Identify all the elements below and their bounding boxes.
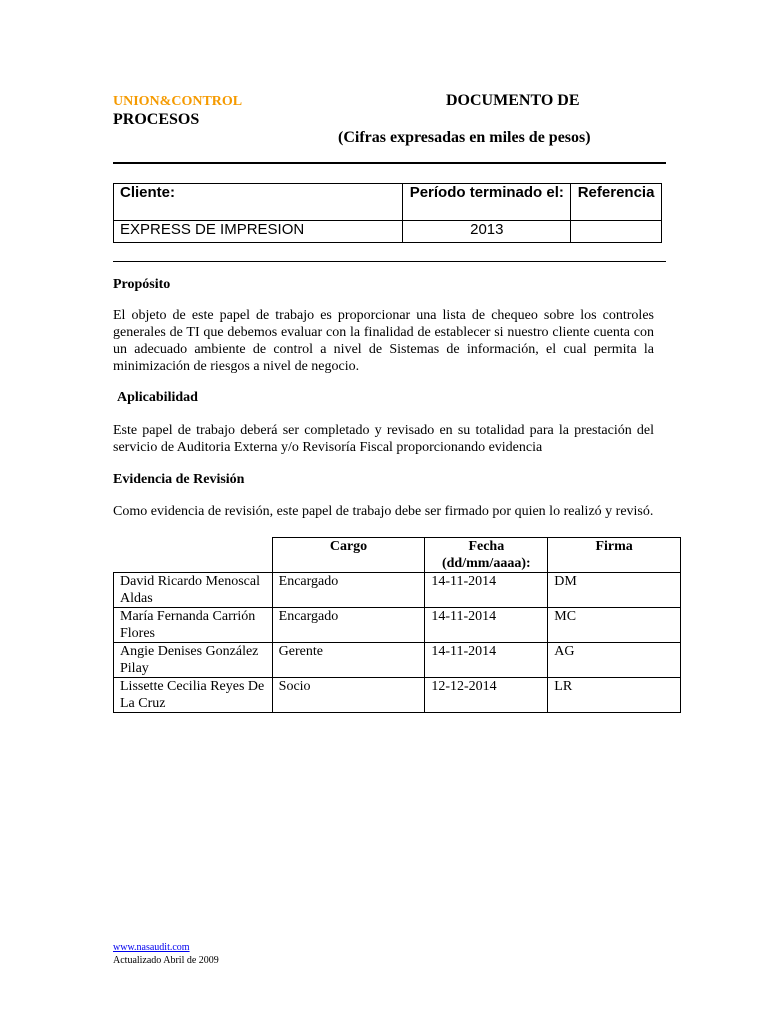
evidencia-heading: Evidencia de Revisión [113, 472, 245, 487]
reviewer-cargo: Gerente [272, 643, 425, 678]
document-subtitle: (Cifras expresadas en miles de pesos) [338, 129, 591, 146]
proposito-text: El objeto de este papel de trabajo es proporcionar una lista de chequeo sobre los controles generales de TI que debemos evaluar con la finalidad de establecer si nuestro cliente cuenta con un adecuado ambiente de control a nivel de Sistemas de información, el cual permita la minimización de riesgos a nivel de negocio. [113, 308, 654, 374]
reviewer-cargo: Encargado [272, 573, 425, 608]
proposito-heading: Propósito [113, 277, 171, 292]
reviewer-name: Lissette Cecilia Reyes De La Cruz [114, 678, 273, 713]
document-title-continued: PROCESOS [113, 111, 200, 128]
reviewer-fecha: 12-12-2014 [425, 678, 548, 713]
fecha-header: Fecha (dd/mm/aaaa): [425, 538, 548, 573]
reviewer-fecha: 14-11-2014 [425, 573, 548, 608]
reviewer-name: Angie Denises González Pilay [114, 643, 273, 678]
reviewer-cargo: Socio [272, 678, 425, 713]
client-table [113, 183, 662, 243]
footer-note: Actualizado Abril de 2009 [113, 955, 219, 966]
reviewer-firma: AG [548, 643, 681, 678]
evidence-header-blank [114, 538, 273, 573]
table-row [114, 643, 681, 678]
brand-name: UNION&CONTROL [113, 94, 243, 109]
reviewer-firma: LR [548, 678, 681, 713]
reviewer-name: David Ricardo Menoscal Aldas [114, 573, 273, 608]
aplicabilidad-text: Este papel de trabajo deberá ser completado y revisado en su totalidad para la prestación del servicio de Auditoria Externa y/o Revisoría Fiscal proporcionando evidencia [113, 423, 654, 455]
reviewer-firma: DM [548, 573, 681, 608]
firma-header: Firma [548, 538, 681, 573]
period-value: 2013 [403, 221, 571, 243]
client-header: Cliente: [114, 184, 403, 221]
section-divider [113, 261, 666, 262]
document-title: DOCUMENTO DE [446, 92, 580, 109]
reviewer-firma: MC [548, 608, 681, 643]
footer-link[interactable]: www.nasaudit.com [113, 942, 190, 953]
client-name: EXPRESS DE IMPRESION [114, 221, 403, 243]
reviewer-name: María Fernanda Carrión Flores [114, 608, 273, 643]
header-divider [113, 162, 666, 164]
period-header: Período terminado el: [403, 184, 571, 221]
evidencia-text: Como evidencia de revisión, este papel de trabajo debe ser firmado por quien lo realizó y revisó. [113, 504, 654, 519]
table-row [114, 678, 681, 713]
evidence-table [113, 537, 681, 713]
reference-header: Referencia [571, 184, 662, 221]
table-row [114, 608, 681, 643]
aplicabilidad-heading: Aplicabilidad [117, 390, 198, 405]
reviewer-fecha: 14-11-2014 [425, 643, 548, 678]
cargo-header: Cargo [272, 538, 425, 573]
table-row [114, 573, 681, 608]
reference-value [571, 221, 662, 243]
reviewer-cargo: Encargado [272, 608, 425, 643]
reviewer-fecha: 14-11-2014 [425, 608, 548, 643]
